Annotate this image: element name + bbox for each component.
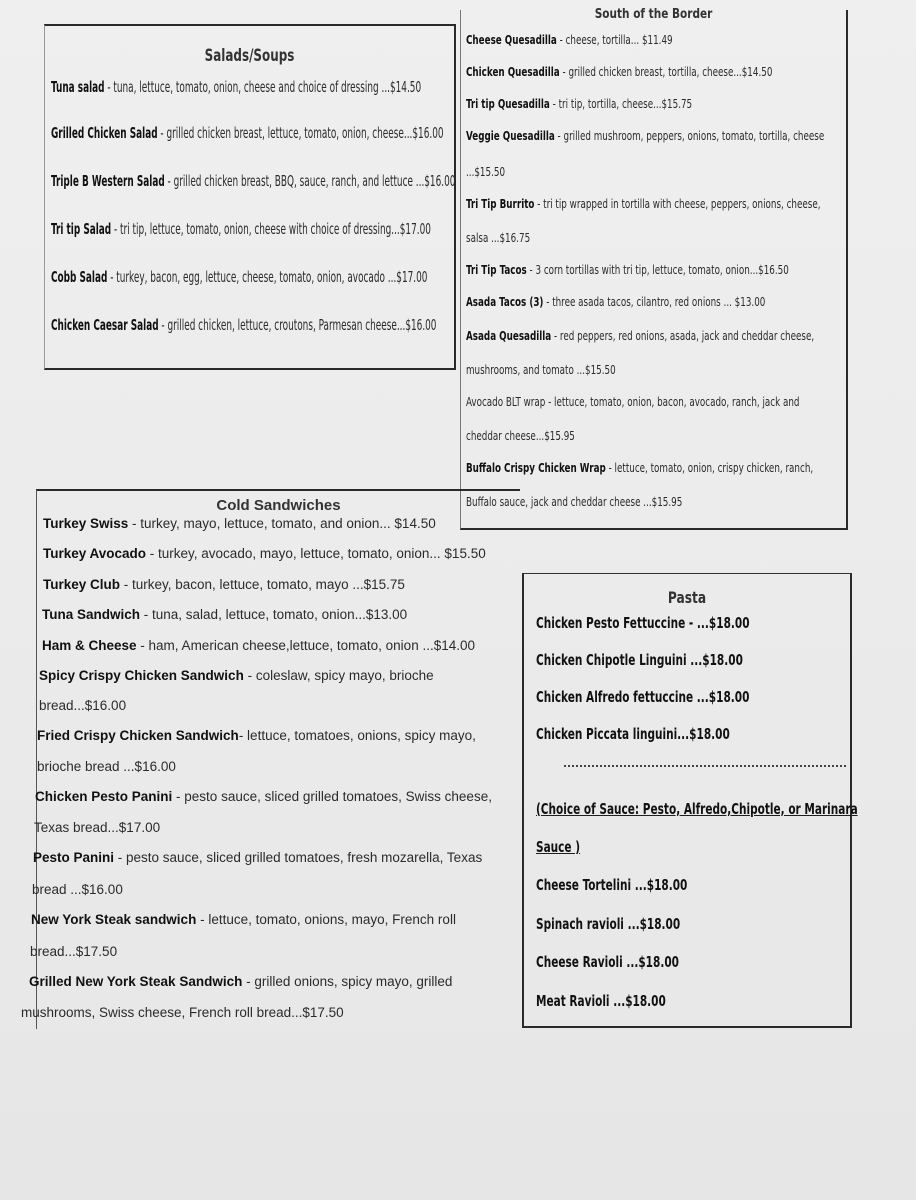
menu-line: Asada Tacos (3) - three asada tacos, cilantro, red onions ... $13.00 bbox=[466, 294, 766, 309]
section-title: Cold Sandwiches bbox=[216, 497, 341, 514]
menu-line: salsa ...$16.75 bbox=[466, 230, 531, 245]
menu-line: bread ...$16.00 bbox=[32, 882, 123, 897]
menu-line: bread...$17.50 bbox=[30, 944, 118, 959]
menu-line: mushrooms, and tomato ...$15.50 bbox=[466, 362, 616, 377]
menu-item: Spinach ravioli ...$18.00 bbox=[536, 915, 681, 933]
menu-line: Avocado BLT wrap - lettuce, tomato, onion, bacon, avocado, ranch, jack and bbox=[466, 394, 800, 409]
menu-line: ...$15.50 bbox=[466, 164, 506, 179]
section-title: Salads/Soups bbox=[204, 46, 295, 66]
menu-line: Veggie Quesadilla - grilled mushroom, peppers, onions, tomato, tortilla, cheese bbox=[466, 128, 825, 143]
menu-line: cheddar cheese...$15.95 bbox=[466, 428, 575, 443]
menu-line: Asada Quesadilla - red peppers, red onions, asada, jack and cheddar cheese, bbox=[466, 328, 815, 343]
menu-item: Chicken Piccata linguini...$18.00 bbox=[536, 725, 730, 743]
menu-line: Fried Crispy Chicken Sandwich- lettuce, tomatoes, onions, spicy mayo, bbox=[37, 728, 476, 743]
menu-item: Meat Ravioli ...$18.00 bbox=[536, 992, 666, 1010]
section-title: Pasta bbox=[667, 588, 707, 607]
menu-item: Tuna salad - tuna, lettuce, tomato, onion, cheese and choice of dressing ...$14.50 bbox=[51, 78, 422, 96]
salads-soups-section bbox=[44, 24, 456, 370]
menu-line: Tuna Sandwich - tuna, salad, lettuce, tomato, onion...$13.00 bbox=[42, 607, 408, 622]
menu-item: Triple B Western Salad - grilled chicken breast, BBQ, sauce, ranch, and lettuce ...$16.00 bbox=[51, 172, 456, 190]
menu-line: Cheese Quesadilla - cheese, tortilla... $11.49 bbox=[466, 32, 673, 47]
menu-line: Buffalo sauce, jack and cheddar cheese ...$15.95 bbox=[466, 494, 683, 509]
menu-line: Tri tip Quesadilla - tri tip, tortilla, cheese...$15.75 bbox=[466, 96, 693, 111]
menu-line: Turkey Club - turkey, bacon, lettuce, tomato, mayo ...$15.75 bbox=[43, 577, 405, 592]
menu-item: Chicken Alfredo fettuccine ...$18.00 bbox=[536, 688, 750, 706]
menu-item: Grilled Chicken Salad - grilled chicken breast, lettuce, tomato, onion, cheese...$16.00 bbox=[51, 124, 444, 142]
divider bbox=[564, 762, 846, 767]
menu-item: Cobb Salad - turkey, bacon, egg, lettuce, cheese, tomato, onion, avocado ...$17.00 bbox=[51, 268, 428, 286]
menu-line: Tri Tip Burrito - tri tip wrapped in tortilla with cheese, peppers, onions, cheese, bbox=[466, 196, 821, 211]
menu-line: brioche bread ...$16.00 bbox=[37, 759, 176, 774]
menu-item: Chicken Caesar Salad - grilled chicken, lettuce, croutons, Parmesan cheese...$16.00 bbox=[51, 316, 437, 334]
section-title: South of the Border bbox=[594, 7, 713, 22]
menu-line: Chicken Pesto Panini - pesto sauce, sliced grilled tomatoes, Swiss cheese, bbox=[35, 789, 492, 804]
menu-line: bread...$16.00 bbox=[39, 698, 127, 713]
menu-line: Texas bread...$17.00 bbox=[34, 820, 161, 835]
menu-line: mushrooms, Swiss cheese, French roll bread...$17.50 bbox=[21, 1005, 344, 1020]
menu-line: Spicy Crispy Chicken Sandwich - coleslaw, spicy mayo, brioche bbox=[39, 668, 434, 683]
south-of-the-border-section bbox=[460, 7, 848, 530]
menu-line: Turkey Swiss - turkey, mayo, lettuce, tomato, and onion... $14.50 bbox=[43, 516, 436, 531]
pasta-section bbox=[522, 573, 858, 1028]
menu-line: Turkey Avocado - turkey, avocado, mayo, lettuce, tomato, onion... $15.50 bbox=[43, 546, 486, 561]
sauce-note: Sauce ) bbox=[536, 838, 581, 856]
menu-item: Tri tip Salad - tri tip, lettuce, tomato, onion, cheese with choice of dressing...$17.00 bbox=[51, 220, 431, 238]
menu-line: New York Steak sandwich - lettuce, tomato, onions, mayo, French roll bbox=[31, 912, 456, 927]
menu-line: Tri Tip Tacos - 3 corn tortillas with tri tip, lettuce, tomato, onion...$16.50 bbox=[466, 262, 789, 277]
menu-item: Chicken Pesto Fettuccine - ...$18.00 bbox=[536, 614, 750, 632]
menu-line: Ham & Cheese - ham, American cheese,lettuce, tomato, onion ...$14.00 bbox=[42, 638, 475, 653]
cold-sandwiches-section bbox=[21, 489, 520, 1029]
menu-line: Pesto Panini - pesto sauce, sliced grilled tomatoes, fresh mozarella, Texas bbox=[33, 850, 483, 865]
menu-item: Chicken Chipotle Linguini ...$18.00 bbox=[536, 651, 743, 669]
menu-line: Chicken Quesadilla - grilled chicken breast, tortilla, cheese...$14.50 bbox=[466, 64, 773, 79]
menu-line: Buffalo Crispy Chicken Wrap - lettuce, tomato, onion, crispy chicken, ranch, bbox=[466, 460, 814, 475]
menu-item: Cheese Ravioli ...$18.00 bbox=[536, 953, 679, 971]
sauce-note: (Choice of Sauce: Pesto, Alfredo,Chipotle, or Marinara bbox=[536, 800, 858, 818]
menu-line: Grilled New York Steak Sandwich - grilled onions, spicy mayo, grilled bbox=[29, 974, 453, 989]
menu-item: Cheese Tortelini ...$18.00 bbox=[536, 876, 688, 894]
